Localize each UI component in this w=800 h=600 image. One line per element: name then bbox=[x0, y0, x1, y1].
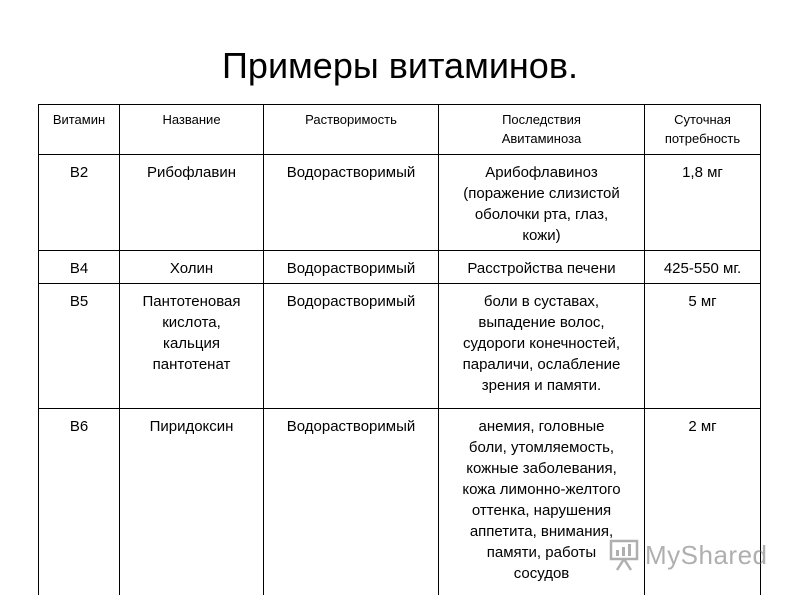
table-header-row bbox=[39, 105, 761, 155]
header-consequences: Последствия Авитаминоза bbox=[439, 105, 645, 155]
cell-solubility: Водорастворимый bbox=[264, 155, 439, 251]
cell-vitamin: B4 bbox=[39, 251, 120, 284]
header-daily-requirement: Суточная потребность bbox=[645, 105, 761, 155]
page-title: Примеры витаминов. bbox=[222, 45, 578, 86]
cell-daily: 1,8 мг bbox=[645, 155, 761, 251]
header-vitamin: Витамин bbox=[39, 105, 120, 155]
cell-name: Рибофлавин bbox=[120, 155, 264, 251]
cell-consequences: Арибофлавиноз (поражение слизистой оболочки рта, глаз, кожи) bbox=[439, 155, 645, 251]
cell-consequences: боли в суставах, выпадение волос, судороги конечностей, параличи, ослабление зрения и памяти. bbox=[439, 284, 645, 409]
cell-solubility: Водорастворимый bbox=[264, 409, 439, 595]
cell-name: Пиридоксин bbox=[120, 409, 264, 595]
cell-vitamin: B6 bbox=[39, 409, 120, 595]
watermark-text: MyShared bbox=[645, 539, 768, 570]
watermark bbox=[607, 537, 768, 573]
vitamins-table bbox=[38, 104, 761, 595]
cell-daily: 5 мг bbox=[645, 284, 761, 409]
header-solubility: Растворимость bbox=[264, 105, 439, 155]
cell-daily: 425-550 мг. bbox=[645, 251, 761, 284]
cell-solubility: Водорастворимый bbox=[264, 284, 439, 409]
table-row bbox=[39, 251, 761, 284]
cell-consequences: Расстройства печени bbox=[439, 251, 645, 284]
header-name: Название bbox=[120, 105, 264, 155]
cell-daily: 2 мг bbox=[645, 409, 761, 595]
cell-vitamin: B2 bbox=[39, 155, 120, 251]
cell-consequences: анемия, головные боли, утомляемость, кожные заболевания, кожа лимонно-желтого оттенка, нарушения аппетита, внимания, памяти, работы сосудов bbox=[439, 409, 645, 595]
cell-solubility: Водорастворимый bbox=[264, 251, 439, 284]
presentation-board-icon bbox=[607, 538, 641, 572]
table-row bbox=[39, 284, 761, 409]
cell-name: Холин bbox=[120, 251, 264, 284]
table-row bbox=[39, 155, 761, 251]
cell-name: Пантотеновая кислота, кальция пантотенат bbox=[120, 284, 264, 409]
cell-vitamin: B5 bbox=[39, 284, 120, 409]
